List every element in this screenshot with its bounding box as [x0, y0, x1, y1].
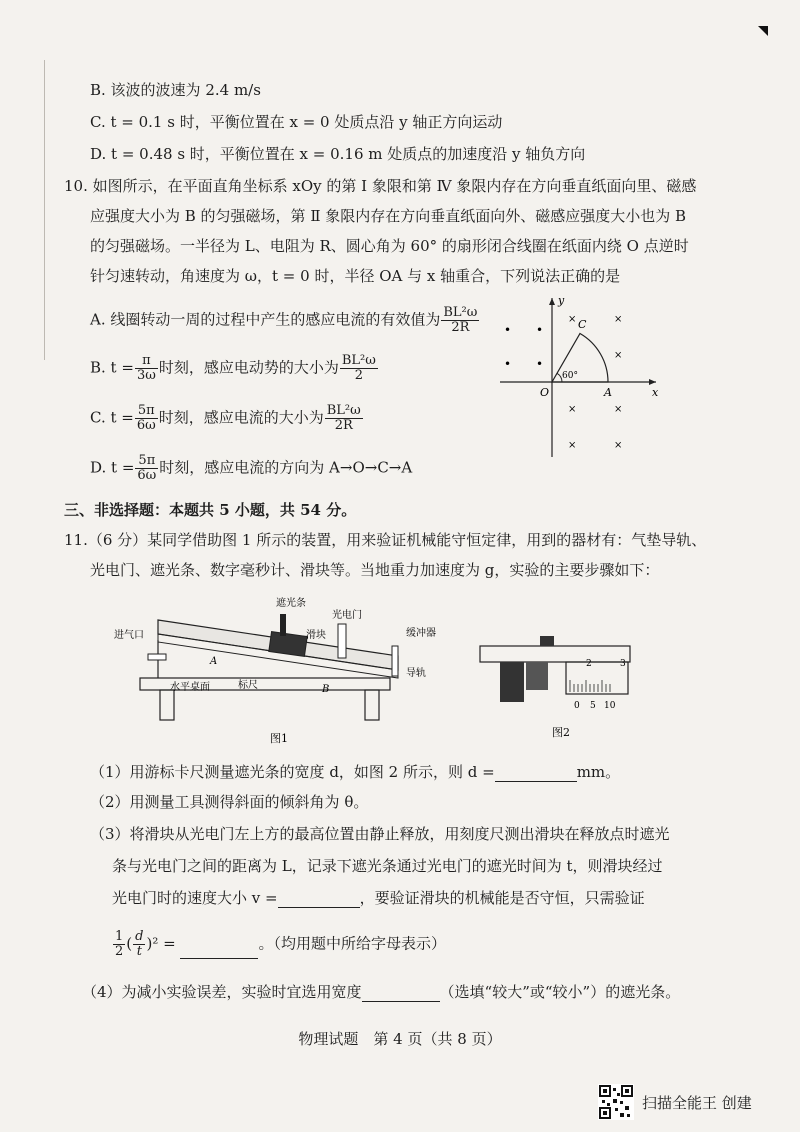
field-in-mark: × — [614, 440, 623, 451]
q11-step3-line1: （3）将滑块从光电门左上方的最高位置由静止释放，用刻度尺测出滑块在释放点时遮光 — [90, 825, 670, 843]
fraction-denominator: 3ω — [136, 368, 156, 383]
margin-rule — [44, 60, 45, 360]
field-out-mark: • — [504, 323, 512, 337]
x-axis-arrow — [649, 379, 656, 385]
q10-line4: 针匀速转动，角速度为 ω，t = 0 时，半径 OA 与 x 轴重合，下列说法正确的是 — [90, 267, 621, 285]
adjusting-screw — [148, 654, 166, 660]
table-leg — [160, 690, 174, 720]
q10-line1: 10. 如图所示，在平面直角坐标系 xOy 的第 Ⅰ 象限和第 Ⅳ 象限内存在方向垂直纸面向里、磁感 — [64, 177, 697, 195]
fraction-denominator: 2R — [451, 320, 470, 335]
fraction-numerator: 5π — [135, 454, 158, 469]
qr-code-icon — [598, 1084, 634, 1120]
y-axis-arrow — [549, 298, 555, 305]
angle-label: 60° — [562, 371, 578, 381]
q11-step3-line4-rest: 。（均用题中所给字母表示） — [258, 934, 446, 953]
q10-option-c — [90, 404, 364, 433]
label-track: 导轨 — [406, 668, 426, 679]
q10-option-b — [90, 354, 379, 383]
label-buffer: 缓冲器 — [406, 628, 436, 639]
label-point-b: B — [322, 684, 330, 695]
q10-option-c-time — [135, 404, 158, 433]
q10-option-b-prefix: B. t = — [90, 358, 134, 377]
q10-option-b-fraction — [340, 354, 378, 383]
q10-line3: 的匀强磁场。一半径为 L、电阻为 R、圆心角为 60° 的扇形闭合线圈在纸面内绕 O 点逆时 — [90, 237, 689, 255]
q11-step4-rest: （选填“较大”或“较小”）的遮光条。 — [439, 983, 681, 1001]
answer-blank[interactable] — [278, 891, 360, 908]
fraction-numerator: d — [135, 929, 144, 944]
scanner-watermark — [598, 1084, 752, 1120]
q11-step1 — [90, 762, 620, 782]
fraction-numerator: BL²ω — [341, 353, 376, 368]
q10-option-c-text: 时刻，感应电流的大小为 — [158, 408, 324, 427]
label-scale: 标尺 — [238, 680, 258, 691]
q11-step4-text: （4）为减小实验误差，实验时宜选用宽度 — [82, 983, 362, 1001]
y-axis-label: y — [558, 294, 565, 307]
figure-1-apparatus — [110, 588, 450, 748]
q11-step3-line3 — [112, 888, 645, 908]
field-out-mark: • — [504, 357, 512, 371]
vernier-scale-label: 10 — [604, 701, 616, 711]
q11-step3-line4: $\frac{1}{2}$ ( $\frac{d}{t}$ )² = 。（均用题中所给字母表示） — [115, 929, 446, 959]
q11-step1-text: （1）用游标卡尺测量遮光条的宽度 d，如图 2 所示，则 d = — [90, 763, 495, 781]
answer-blank[interactable] — [362, 985, 440, 1002]
fraction-numerator: 1 — [115, 929, 124, 944]
vernier-scale-label: 5 — [590, 701, 596, 711]
main-scale-label: 2 — [586, 659, 592, 669]
option-c-prev: C. t = 0.1 s 时，平衡位置在 x = 0 处质点沿 y 轴正方向运动 — [90, 113, 503, 131]
q11-step3-line3-rest: ，要验证滑块的机械能是否守恒，只需验证 — [359, 889, 645, 907]
fraction-numerator: π — [135, 354, 158, 369]
fraction-numerator: 5π — [135, 404, 158, 419]
answer-blank[interactable] — [180, 942, 258, 959]
figure-1-caption: 图1 — [270, 732, 288, 745]
table-leg — [365, 690, 379, 720]
q11-step4 — [82, 982, 680, 1002]
scanner-text: 扫描全能王 创建 — [642, 1093, 752, 1112]
q11-step2: （2）用测量工具测得斜面的倾斜角为 θ。 — [90, 793, 369, 811]
vernier-ticks — [570, 680, 610, 692]
fraction-denominator: t — [136, 944, 142, 959]
q11-line1: 11.（6 分）某同学借助图 1 所示的装置，用来验证机械能守恒定律，用到的器材有：气垫导轨、 — [64, 531, 707, 549]
label-light-shield: 遮光条 — [276, 598, 306, 609]
q11-step1-unit: mm。 — [576, 763, 621, 781]
fraction-numerator: BL²ω — [326, 403, 361, 418]
q10-option-d-prefix: D. t = — [90, 458, 135, 477]
q11-step3-line3-text: 光电门时的速度大小 v = — [112, 889, 278, 907]
origin-label: O — [540, 386, 550, 399]
photogate — [338, 624, 346, 658]
label-photogate: 光电门 — [332, 610, 362, 621]
q10-option-a-text: A. 线圈转动一周的过程中产生的感应电流的有效值为 — [90, 310, 441, 329]
q10-option-a — [90, 306, 480, 335]
q10-coordinate-diagram — [496, 292, 666, 462]
point-c-label: C — [578, 318, 587, 331]
section-heading: 三、非选择题：本题共 5 小题，共 54 分。 — [64, 501, 357, 519]
fraction-denominator: 6ω — [136, 418, 156, 433]
caliper-moving-jaw — [526, 662, 548, 690]
buffer — [392, 646, 398, 676]
page-footer: 物理试题 第 4 页（共 8 页） — [298, 1030, 502, 1048]
q10-line2: 应强度大小为 B 的匀强磁场，第 Ⅱ 象限内存在方向垂直纸面向外、磁感应强度大小也为 B — [90, 207, 687, 225]
field-in-mark: × — [568, 314, 577, 325]
d-over-t-fraction — [133, 930, 145, 959]
x-axis-label: x — [652, 386, 659, 399]
figure-2-caliper — [470, 624, 650, 744]
q10-option-c-prefix: C. t = — [90, 408, 134, 427]
q10-option-a-fraction — [441, 306, 479, 335]
sector-coil — [552, 334, 608, 383]
main-scale-label: 3 — [620, 659, 626, 669]
field-out-mark: • — [536, 357, 544, 371]
vernier-scale-label: 0 — [574, 701, 580, 711]
q11-line2: 光电门、遮光条、数字毫秒计、滑块等。当地重力加速度为 g，实验的主要步骤如下： — [90, 561, 660, 579]
option-b-prev: B. 该波的波速为 2.4 m/s — [90, 81, 261, 99]
fraction-denominator: 2 — [115, 944, 124, 959]
corner-mark — [758, 26, 768, 36]
fraction-denominator: 6ω — [137, 468, 157, 483]
label-slider: 滑块 — [306, 630, 326, 641]
q10-option-d — [90, 454, 412, 483]
slider-block — [269, 632, 307, 657]
q10-option-b-text: 时刻，感应电动势的大小为 — [158, 358, 339, 377]
half-fraction — [113, 930, 125, 959]
caliper-lock — [540, 636, 554, 646]
option-d-prev: D. t = 0.48 s 时，平衡位置在 x = 0.16 m 处质点的加速度沿 y 轴负方向 — [90, 145, 586, 163]
fraction-numerator: BL²ω — [443, 305, 478, 320]
label-point-a: A — [210, 656, 218, 667]
caliper-fixed-jaw — [500, 662, 524, 702]
q11-step3-line2: 条与光电门之间的距离为 L，记录下遮光条通过光电门的遮光时间为 t，则滑块经过 — [112, 857, 663, 875]
fraction-denominator: 2R — [334, 418, 353, 433]
figure-2-caption: 图2 — [552, 726, 570, 739]
fraction-denominator: 2 — [354, 368, 363, 383]
answer-blank[interactable] — [495, 765, 577, 782]
light-shield-strip — [280, 614, 286, 636]
q10-option-c-fraction — [325, 404, 363, 433]
field-in-mark: × — [614, 404, 623, 415]
caliper-main-beam — [480, 646, 630, 662]
field-in-mark: × — [614, 350, 623, 361]
q10-option-b-time — [135, 354, 158, 383]
field-out-mark: • — [536, 323, 544, 337]
vernier-slide — [566, 662, 628, 694]
label-air-inlet: 进气口 — [114, 630, 144, 641]
field-in-mark: × — [614, 314, 623, 325]
point-a-label: A — [604, 386, 612, 399]
q11-step3-equals: ² = — [152, 934, 176, 953]
field-in-mark: × — [568, 440, 577, 451]
field-in-mark: × — [568, 404, 577, 415]
q10-option-d-text: 时刻，感应电流的方向为 A→O→C→A — [159, 458, 413, 477]
q10-option-d-time — [135, 454, 158, 483]
label-desk: 水平桌面 — [170, 682, 210, 693]
